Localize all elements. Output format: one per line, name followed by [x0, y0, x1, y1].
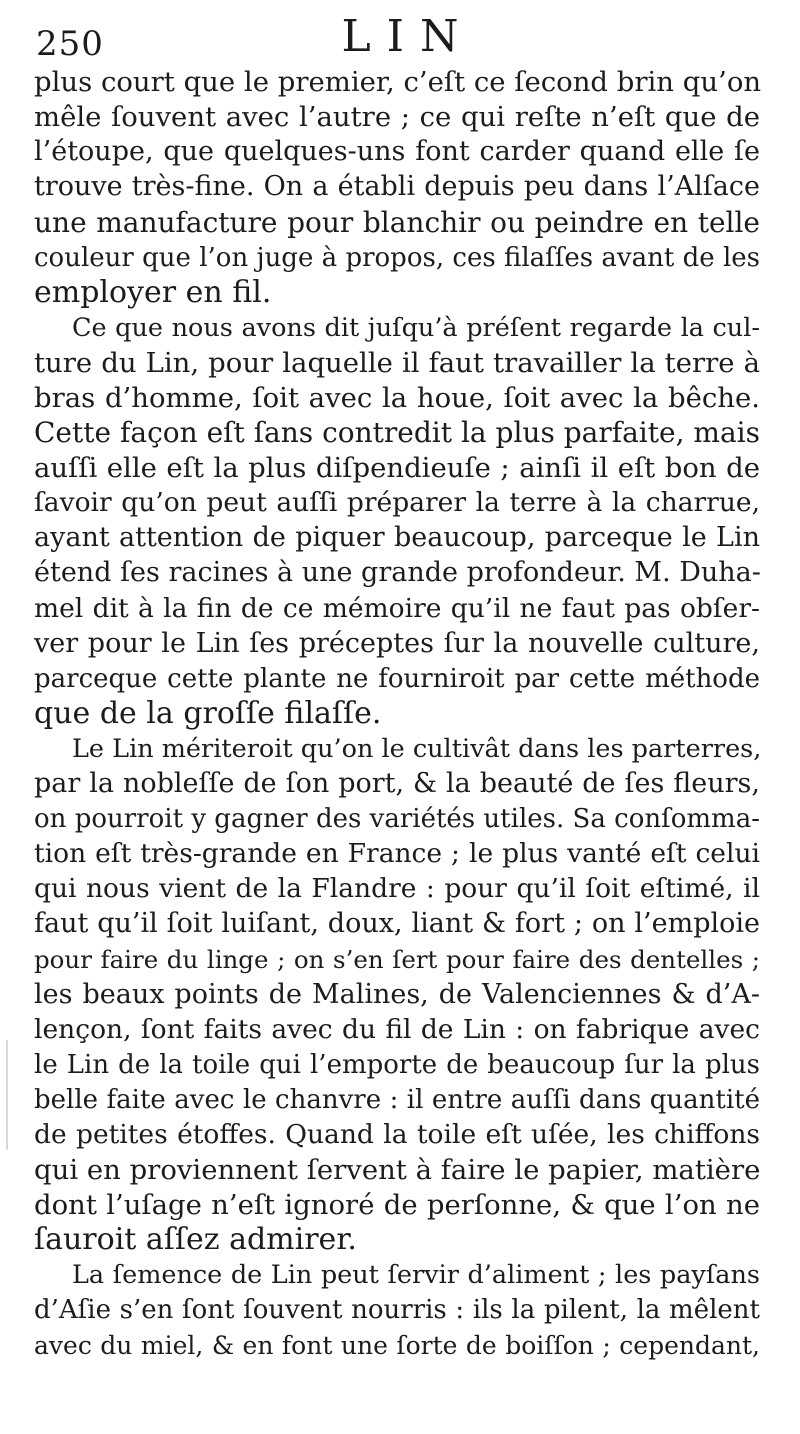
- text-line: de petites étoffes. Quand la toile eſt uſée, les chiffons: [34, 1119, 760, 1150]
- text-line: qui nous vient de la Flandre : pour qu’il ſoit eſtimé, il: [34, 873, 760, 904]
- text-line: avec du miel, & en font une ſorte de boiſſon ; cependant,: [34, 1331, 760, 1360]
- text-line: pour faire du linge ; on s’en ſert pour faire des dentelles ;: [34, 945, 760, 974]
- text-line: La ſemence de Lin peut ſervir d’aliment ; les payſans: [72, 1260, 760, 1290]
- margin-shadow: [6, 1040, 8, 1150]
- text-line: auſſi elle eſt la plus diſpendieuſe ; ainſi il eſt bon de: [34, 452, 760, 484]
- text-line: étend ſes racines à une grande profondeur. M. Duha-: [34, 557, 761, 588]
- text-line: Ce que nous avons dit juſqu’à préſent regarde la cul-: [72, 313, 760, 343]
- text-line: tion eſt très-grande en France ; le plus vanté eſt celui: [34, 838, 760, 869]
- page-number: 250: [36, 24, 104, 64]
- text-line: ſauroit aſſez admirer.: [34, 1222, 357, 1257]
- text-line: d’Aſie s’en ſont ſouvent nourris : ils la pilent, la mêlent: [34, 1295, 760, 1325]
- text-line: Cette façon eſt ſans contredit la plus parfaite, mais: [34, 416, 760, 449]
- text-line: couleur que l’on juge à propos, ces filaſſes avant de les: [34, 243, 760, 273]
- text-line: l’étoupe, que quelques-uns font carder quand elle ſe: [34, 136, 760, 167]
- text-line: qui en proviennent ſervent à faire le papier, matière: [34, 1154, 761, 1186]
- text-line: ayant attention de piquer beaucoup, parceque le Lin: [34, 522, 760, 553]
- text-line: plus court que le premier, c’eſt ce ſecond brin qu’on: [34, 66, 762, 98]
- text-line: on pourroit y gagner des variétés utiles. Sa conſomma-: [34, 804, 760, 834]
- text-line: le Lin de la toile qui l’emporte de beaucoup ſur la plus: [34, 1050, 760, 1080]
- text-line: belle faite avec le chanvre : il entre auſſi dans quantité: [34, 1085, 760, 1115]
- text-line: les beaux points de Malines, de Valenciennes & d’A-: [34, 979, 760, 1010]
- text-line: mel dit à la fin de ce mémoire qu’il ne faut pas obſer-: [34, 593, 760, 624]
- text-line: bras d’homme, ſoit avec la houe, ſoit avec la bêche.: [34, 382, 760, 414]
- text-line: ſavoir qu’on peut auſſi préparer la terre à la charrue,: [34, 487, 760, 518]
- text-line: ver pour le Lin ſes préceptes ſur la nouvelle culture,: [34, 628, 760, 659]
- text-line: Le Lin mériteroit qu’on le cultivât dans les parterres,: [72, 734, 762, 764]
- text-line: lençon, ſont faits avec du fil de Lin : on fabrique avec: [34, 1014, 760, 1045]
- text-line: parceque cette plante ne fourniroit par cette méthode: [34, 664, 760, 694]
- page-header: [0, 11, 800, 64]
- text-line: mêle ſouvent avec l’autre ; ce qui reſte n’eſt que de: [34, 101, 760, 133]
- text-line: faut qu’il ſoit luiſant, doux, liant & fort ; on l’emploie: [34, 908, 760, 939]
- text-line: que de la groſſe filaſſe.: [34, 696, 382, 731]
- text-line: une manufacture pour blanchir ou peindre en telle: [34, 206, 760, 239]
- text-line: employer en fil.: [34, 275, 272, 310]
- text-line: ture du Lin, pour laquelle il faut travailler la terre à: [34, 347, 760, 379]
- text-line: par la nobleſſe de ſon port, & la beauté de ſes fleurs,: [34, 768, 760, 799]
- running-head: LIN: [341, 11, 475, 62]
- text-line: dont l’uſage n’eſt ignoré de perſonne, & que l’on ne: [34, 1189, 760, 1221]
- text-line: trouve très-fine. On a établi depuis peu dans l’Alſace: [34, 171, 760, 202]
